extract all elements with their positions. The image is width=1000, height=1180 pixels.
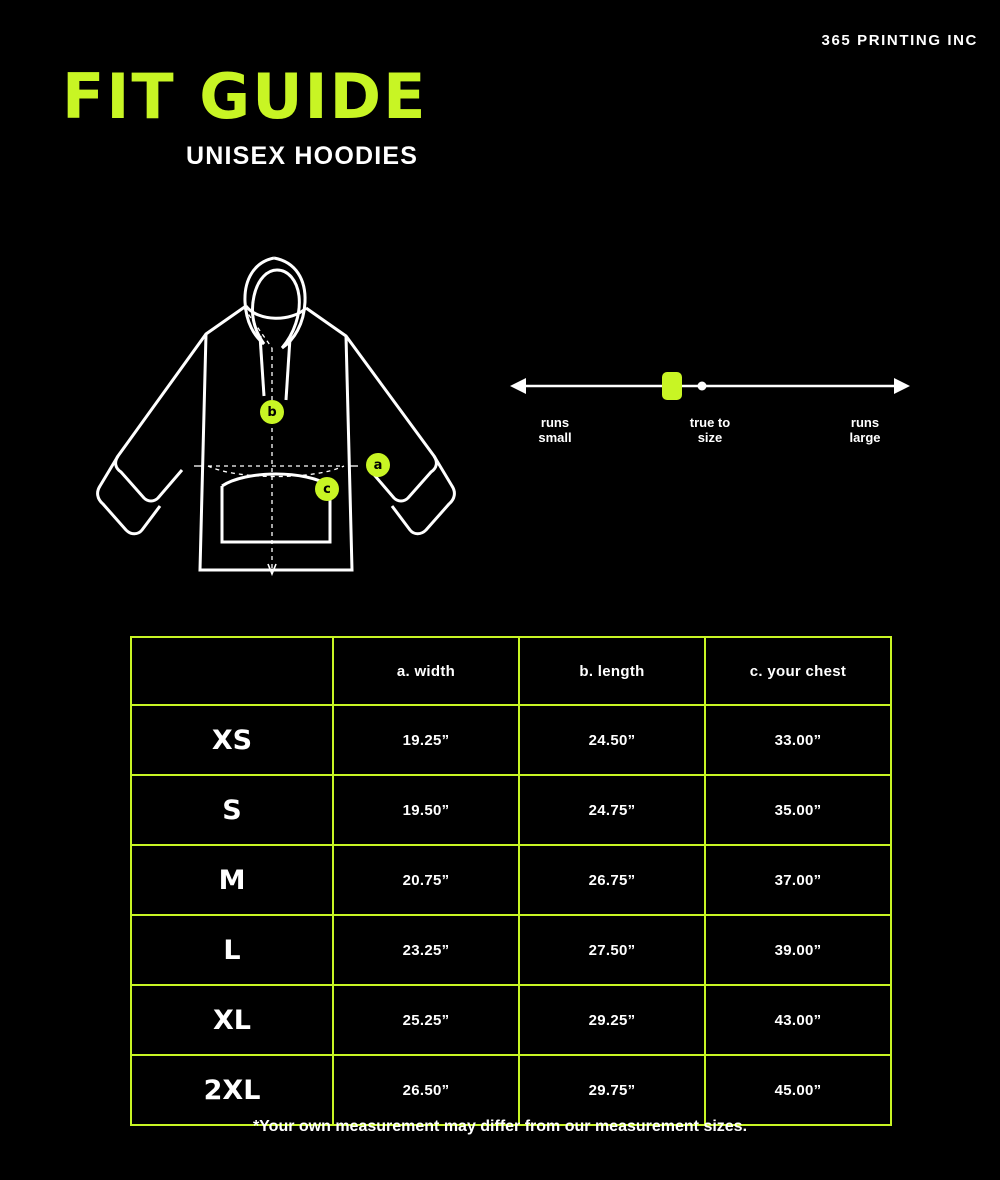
measure-marker-c: c [315,477,339,501]
fit-scale-dot [698,382,707,391]
cell-size: L [131,915,333,985]
measure-marker-a: a [366,453,390,477]
cell-length: 24.50” [519,705,705,775]
fit-scale-label-true-line1: true to [689,415,731,430]
fit-scale [510,360,910,470]
column-header-length: b. length [519,637,705,705]
hoodie-diagram-svg [78,218,508,598]
cell-length: 26.75” [519,845,705,915]
cell-chest: 33.00” [705,705,891,775]
page-title: FIT GUIDE [62,60,428,133]
cell-size: 2XL [131,1055,333,1125]
cell-size: M [131,845,333,915]
size-chart-table [130,636,892,1126]
cell-size: S [131,775,333,845]
fit-scale-indicator [662,372,682,400]
column-header-chest: c. your chest [705,637,891,705]
measure-marker-b: b [260,400,284,424]
column-header-size [131,637,333,705]
cell-width: 20.75” [333,845,519,915]
cell-length: 29.25” [519,985,705,1055]
table-row [131,775,891,845]
page-subtitle: UNISEX HOODIES [186,142,419,170]
cell-length: 24.75” [519,775,705,845]
hoodie-illustration [78,218,508,598]
table-row [131,1055,891,1125]
cell-width: 26.50” [333,1055,519,1125]
cell-width: 25.25” [333,985,519,1055]
fit-scale-label-large [820,415,910,445]
cell-chest: 45.00” [705,1055,891,1125]
table-row [131,705,891,775]
cell-length: 27.50” [519,915,705,985]
cell-chest: 39.00” [705,915,891,985]
fit-scale-label-true [662,415,758,445]
fit-scale-label-large-line1: runs [850,415,880,430]
fit-scale-axis [510,360,910,412]
fit-scale-label-small-line2: small [538,430,572,445]
table-row [131,985,891,1055]
fit-scale-label-small-line1: runs [540,415,570,430]
table-row [131,845,891,915]
cell-chest: 37.00” [705,845,891,915]
brand-name: 365 PRINTING INC [821,32,978,49]
cell-chest: 43.00” [705,985,891,1055]
size-table-wrapper [130,636,890,1126]
fit-scale-label-true-line2: size [697,430,723,445]
cell-width: 23.25” [333,915,519,985]
footnote: *Your own measurement may differ from our measurement sizes. [252,1118,748,1135]
table-row [131,915,891,985]
fit-scale-label-small [510,415,600,445]
cell-chest: 35.00” [705,775,891,845]
cell-size: XS [131,705,333,775]
fit-scale-label-large-line2: large [849,430,881,445]
cell-length: 29.75” [519,1055,705,1125]
column-header-width: a. width [333,637,519,705]
cell-size: XL [131,985,333,1055]
cell-width: 19.50” [333,775,519,845]
cell-width: 19.25” [333,705,519,775]
table-header-row [131,637,891,705]
